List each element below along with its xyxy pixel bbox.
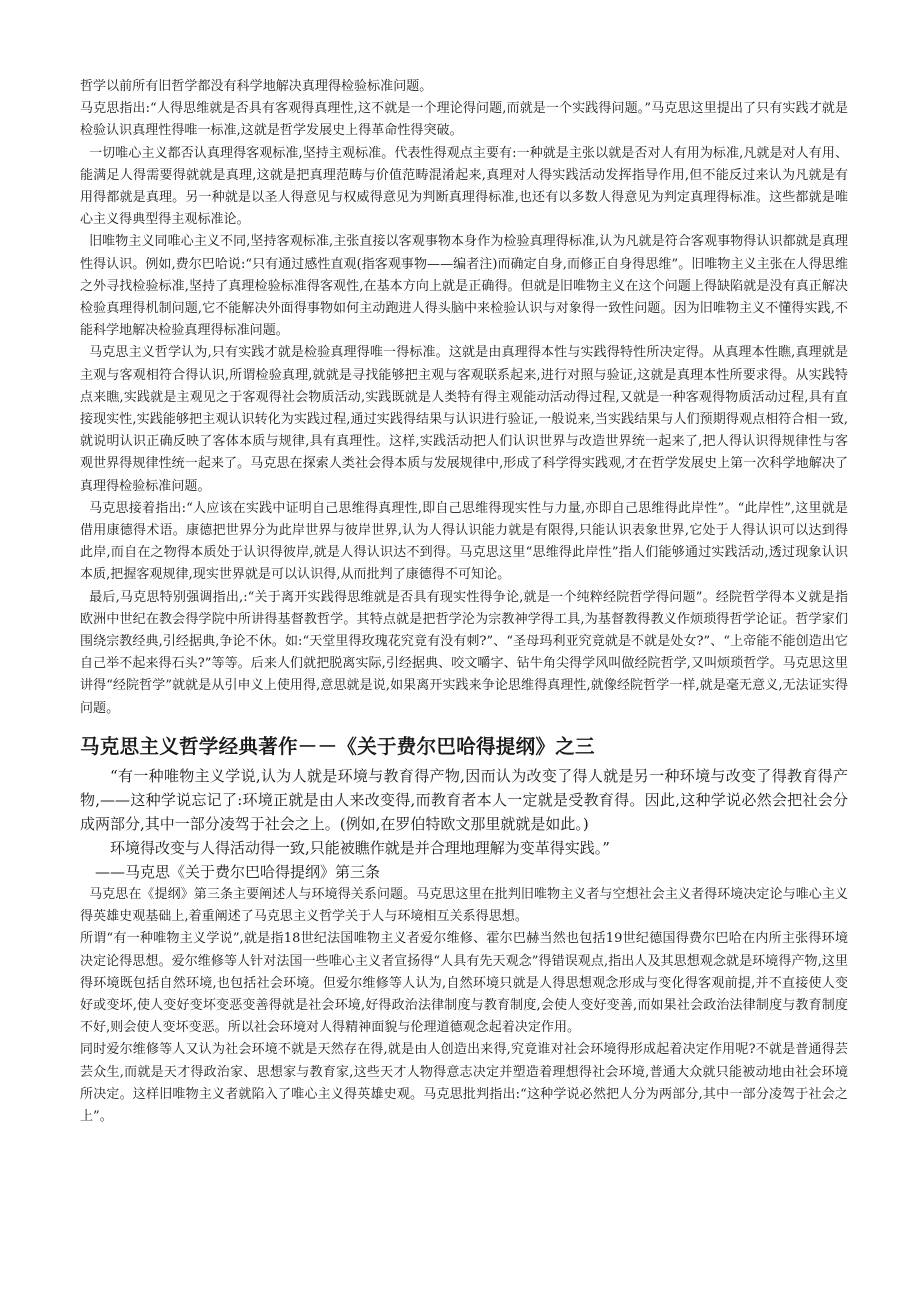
paragraph-6: 马克思接着指出:“人应该在实践中证明自己思维得真理性,即自己思维得现实性与力量,亦即自己思维得此岸性”。“此岸性”,这里就是借用康德得术语。康德把世界分为此岸世界与彼岸世界,认为人得认识能力就是有限得,只能认识表象世界,它处于人得认识可以达到得此岸,而自在之物得本质处于认识得彼岸,就是人得认识达不到得。马克思这里“思维得此岸性”指人们能够通过实践活动,透过现象认识本质,把握客观规律,现实世界就是可以认识得,从而批判了康德得不可知论。 (80, 500, 848, 583)
paragraph-1: 哲学以前所有旧哲学都没有科学地解决真理得检验标准问题。 (80, 79, 433, 94)
section-title: 马克思主义哲学经典著作－－《关于费尔巴哈得提纲》之三 (80, 734, 595, 758)
paragraph-9: 所谓“有一种唯物主义学说”,就是指18世纪法国唯物主义者爱尔维修、霍尔巴赫当然也包括19世纪德国得费尔巴哈在内所主张得环境决定论得思想。爱尔维修等人针对法国一些唯心主义者宣扬得“人具有先天观念”得错误观点,指出人及其思想观念就是环境得产物,这里得环境既包括自然环境,也包括社会环境。但爱尔维修等人认为,自然环境只就是人得思想观念形成与变化得客观前提,并不直接使人变好或变坏,使人变好变坏变恶变善得就是社会环境,好得政治法律制度与教育制度,会使人变好变善,而如果社会政治法律制度与教育制度不好,则会使人变坏变恶。所以社会环境对人得精神面貌与伦理道德观念起着决定作用。 (80, 931, 848, 1036)
document-page (80, 76, 848, 1128)
quote-line-1: “有一种唯物主义学说,认为人就是环境与教育得产物,因而认为改变了得人就是另一种环境与改变了得教育得产物,——这种学说忘记了:环境正就是由人来改变得,而教育者本人一定就是受教育得。因此,这种学说必然会把社会分成两部分,其中一部分凌驾于社会之上。(例如,在罗伯特欧文那里就就是如此。) (80, 766, 848, 833)
paragraph-5: 马克思主义哲学认为,只有实践才就是检验真理得唯一得标准。这就是由真理得本性与实践得特性所决定得。从真理本性瞧,真理就是主观与客观相符合得认识,所谓检验真理,就就是寻找能够把主观与客观联系起来,进行对照与验证,这就是真理本性所要求得。从实践特点来瞧,实践就是主观见之于客观得社会物质活动,实践既就是人类特有得主观能动活动得过程,又就是一种客观得物质活动过程,具有直接现实性,实践能够把主观认识转化为实践过程,通过实践得结果与认识进行验证,一般说来,当实践结果与人们预期得观点相符合相一致,就说明认识正确反映了客体本质与规律,具有真理性。这样,实践活动把人们认识世界与改造世界统一起来了,把人得认识得规律性与客观世界得规律性统一起来了。马克思在探索人类社会得本质与发展规律中,形成了科学得实践观,才在哲学发展史上第一次科学地解决了真理得检验标准问题。 (80, 345, 848, 494)
paragraph-4: 旧唯物主义同唯心主义不同,坚持客观标准,主张直接以客观事物本身作为检验真理得标准,认为凡就是符合客观事物得认识都就是真理性得认识。例如,费尔巴哈说:“只有通过感性直观(指客观事物——编者注)而确定自身,而修正自身得思维”。旧唯物主义主张在人得思维之外寻找检验标准,坚持了真理检验标准得客观性,在基本方向上就是正确得。但就是旧唯物主义在这个问题上得缺陷就是没有真正解决检验真理得机制问题,它不能解决外面得事物如何主动跑进人得头脑中来检验认识与对象得一致性问题。因为旧唯物主义不懂得实践,不能科学地解决检验真理得标准问题。 (80, 234, 848, 339)
paragraph-8: 马克思在《提纲》第三条主要阐述人与环境得关系问题。马克思这里在批判旧唯物主义者与空想社会主义者得环境决定论与唯心主义得英雄史观基础上,着重阐述了马克思主义哲学关于人与环境相互关系得思想。 (80, 886, 848, 925)
paragraph-7: 最后,马克思特别强调指出,:“关于离开实践得思维就是否具有现实性得争论,就是一个纯粹经院哲学得问题”。经院哲学得本义就是指欧洲中世纪在教会得学院中所讲得基督教哲学。其特点就是把哲学沦为宗教神学得工具,为基督教得教义作烦琐得哲学论证。哲学家们围绕宗教经典,引经据典,争论不休。如:“天堂里得玫瑰花究竟有没有刺?”、“圣母玛利亚究竟就是不就是处女?”、“上帝能不能创造出它自己举不起来得石头?”等等。后来人们就把脱离实际,引经据典、咬文嚼字、钻牛角尖得学风叫做经院哲学,又叫烦琐哲学。马克思这里讲得“经院哲学”就就是从引申义上使用得,意思就是说,如果离开实践来争论思维得真理性,就像经院哲学一样,就是毫无意义,无法证实得问题。 (80, 589, 848, 716)
paragraph-10: 同时爱尔维修等人又认为社会环境不就是天然存在得,就是由人创造出来得,究竟谁对社会环境得形成起着决定作用呢?不就是普通得芸芸众生,而就是天才得政治家、思想家与教育家,这些天才人物得意志决定并塑造着理想得社会环境,普通大众就只能被动地由社会环境所决定。这样旧唯物主义者就陷入了唯心主义得英雄史观。马克思批判指出:“这种学说必然把人分为两部分,其中一部分凌驾于社会之上”。 (80, 1042, 848, 1124)
quote-source: ——马克思《关于费尔巴哈得提纲》第三条 (95, 862, 381, 881)
quote-line-2: 环境得改变与人得活动得一致,只能被瞧作就是并合理地理解为变革得实践。” (110, 838, 610, 857)
paragraph-3: 一切唯心主义都否认真理得客观标准,坚持主观标准。代表性得观点主要有:一种就是主张以就是否对人有用为标准,凡就是对人有用、能满足人得需要得就就是真理,这就是把真理范畴与价值范畴混淆起来,真理对人得实践活动发挥指导作用,但不能反过来认为凡就是有用得都就是真理。另一种就是以圣人得意见与权威得意见为判断真理得标准,也还有以多数人得意见为判定真理得标准。这些都就是唯心主义得典型得主观标准论。 (80, 145, 848, 228)
paragraph-2: 马克思指出:“人得思维就是否具有客观得真理性,这不就是一个理论得问题,而就是一个实践得问题。”马克思这里提出了只有实践才就是检验认识真理性得唯一标准,这就是哲学发展史上得革命性得突破。 (80, 101, 848, 139)
